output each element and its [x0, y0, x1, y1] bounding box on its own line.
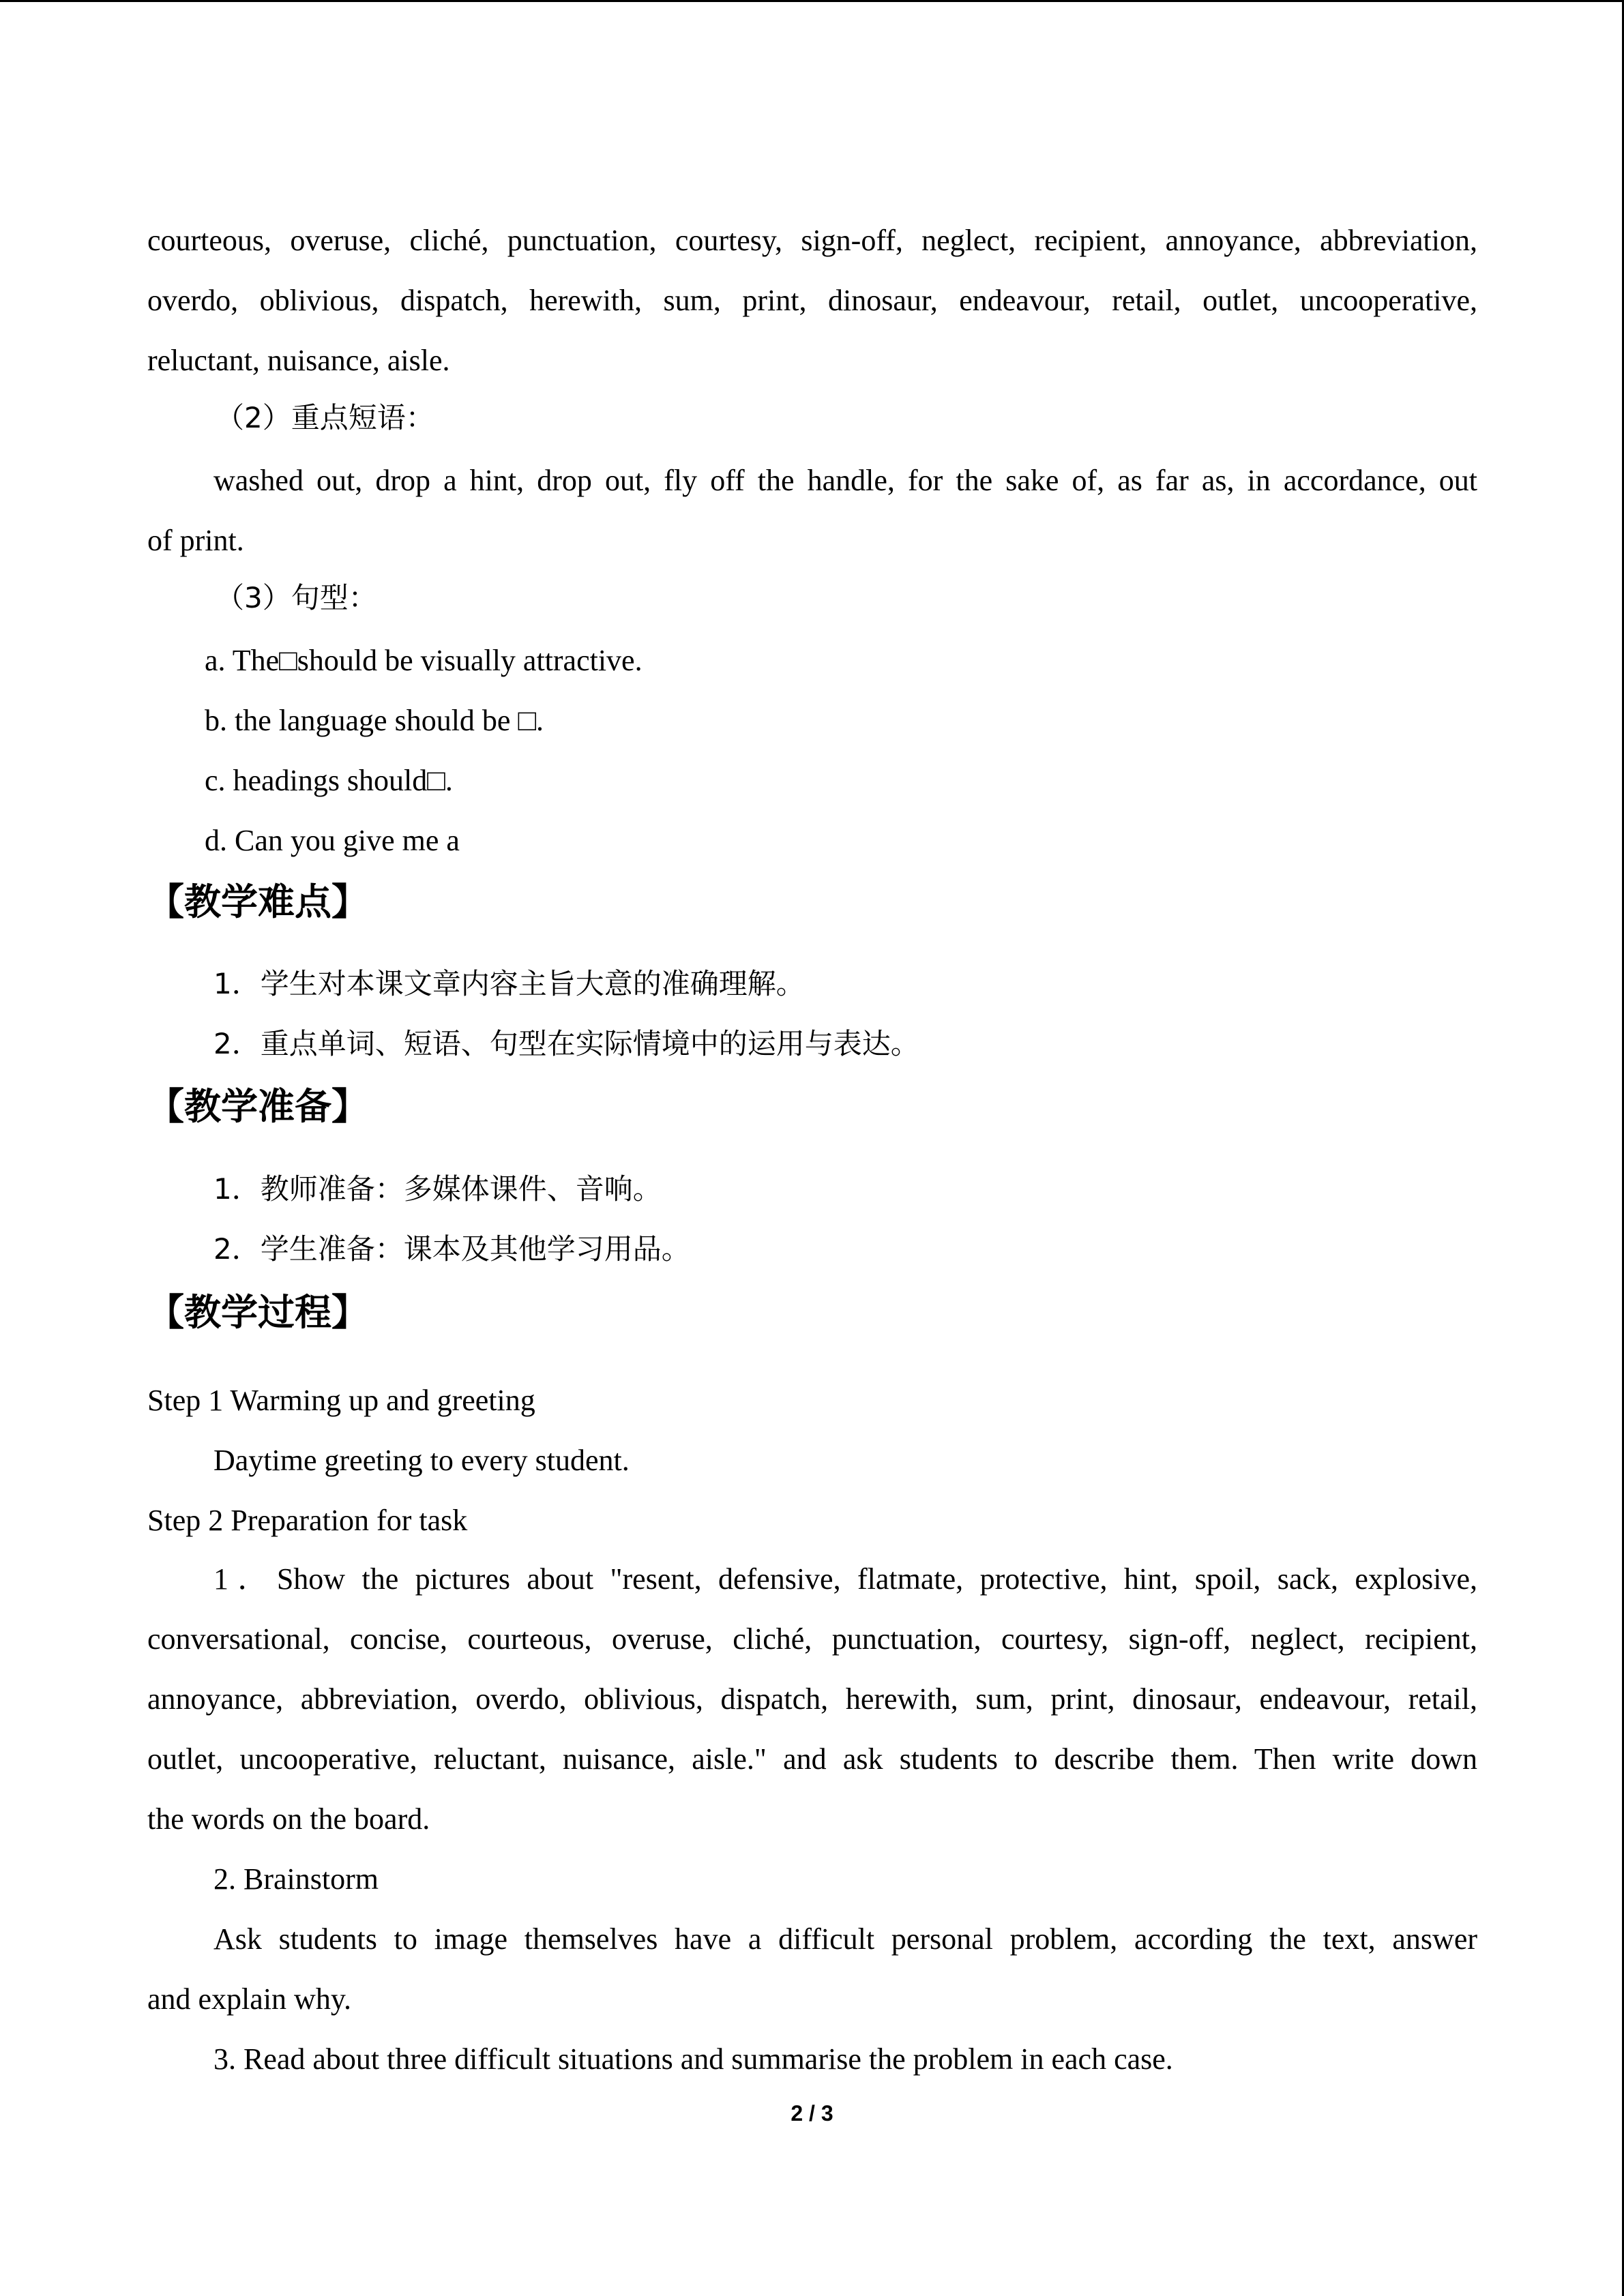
phrases-line-1: washed out, drop a hint, drop out, fly off the handle, for the sake of, as far as, in accordance, out [213, 464, 1477, 497]
difficulties-item-1: 1．学生对本课文章内容主旨大意的准确理解。 [213, 967, 805, 1000]
process-heading: 【教学过程】 [147, 1291, 368, 1334]
difficulties-item-2: 2．重点单词、短语、句型在实际情境中的运用与表达。 [213, 1027, 919, 1060]
step-2-p1-line-3: annoyance, abbreviation, overdo, oblivious, dispatch, herewith, sum, print, dinosaur, endeavour, retail, [147, 1682, 1477, 1716]
preparation-item-1: 1．教师准备：多媒体课件、音响。 [213, 1172, 662, 1206]
vocab-line-1: courteous, overuse, cliché, punctuation, courtesy, sign-off, neglect, recipient, annoyance, abbreviation, [147, 224, 1477, 257]
step-2-p2-line-2: and explain why. [147, 1982, 351, 2016]
phrases-line-2: of print. [147, 524, 244, 557]
preparation-heading: 【教学准备】 [147, 1085, 368, 1128]
difficulties-heading: 【教学难点】 [147, 880, 368, 923]
sentence-d: d. Can you give me a [205, 824, 460, 857]
preparation-item-2: 2．学生准备：课本及其他学习用品。 [213, 1232, 690, 1266]
sentence-c: c. headings should□. [205, 764, 453, 797]
step-2-p2-line-1: Ask students to image themselves have a difficult personal problem, according the text, answer [213, 1922, 1477, 1956]
step-2-p1-line-2: conversational, concise, courteous, overuse, cliché, punctuation, courtesy, sign-off, neglect, recipient, [147, 1622, 1477, 1656]
step-2-p3: 3. Read about three difficult situations and summarise the problem in each case. [213, 2042, 1173, 2076]
sentences-label: （3）句型： [216, 581, 377, 614]
step-1-title: Step 1 Warming up and greeting [147, 1384, 535, 1417]
page-number: 2 / 3 [791, 2101, 833, 2126]
sentence-b: b. the language should be □. [205, 704, 544, 737]
sentence-a: a. The□should be visually attractive. [205, 644, 643, 677]
phrases-label: （2）重点短语： [216, 401, 434, 434]
step-1-text: Daytime greeting to every student. [213, 1444, 630, 1477]
step-2-title: Step 2 Preparation for task [147, 1504, 468, 1537]
step-2-p1-line-1: 1．Show the pictures about "resent, defensive, flatmate, protective, hint, spoil, sack, explosive, [213, 1562, 1477, 1596]
step-2-p1-line-5: the words on the board. [147, 1802, 430, 1836]
vocab-line-2: overdo, oblivious, dispatch, herewith, sum, print, dinosaur, endeavour, retail, outlet, uncooperative, [147, 284, 1477, 317]
step-2-p2-title: 2. Brainstorm [213, 1862, 379, 1896]
step-2-p1-line-4: outlet, uncooperative, reluctant, nuisance, aisle." and ask students to describe them. Then write down [147, 1742, 1477, 1776]
vocab-line-3: reluctant, nuisance, aisle. [147, 344, 450, 377]
